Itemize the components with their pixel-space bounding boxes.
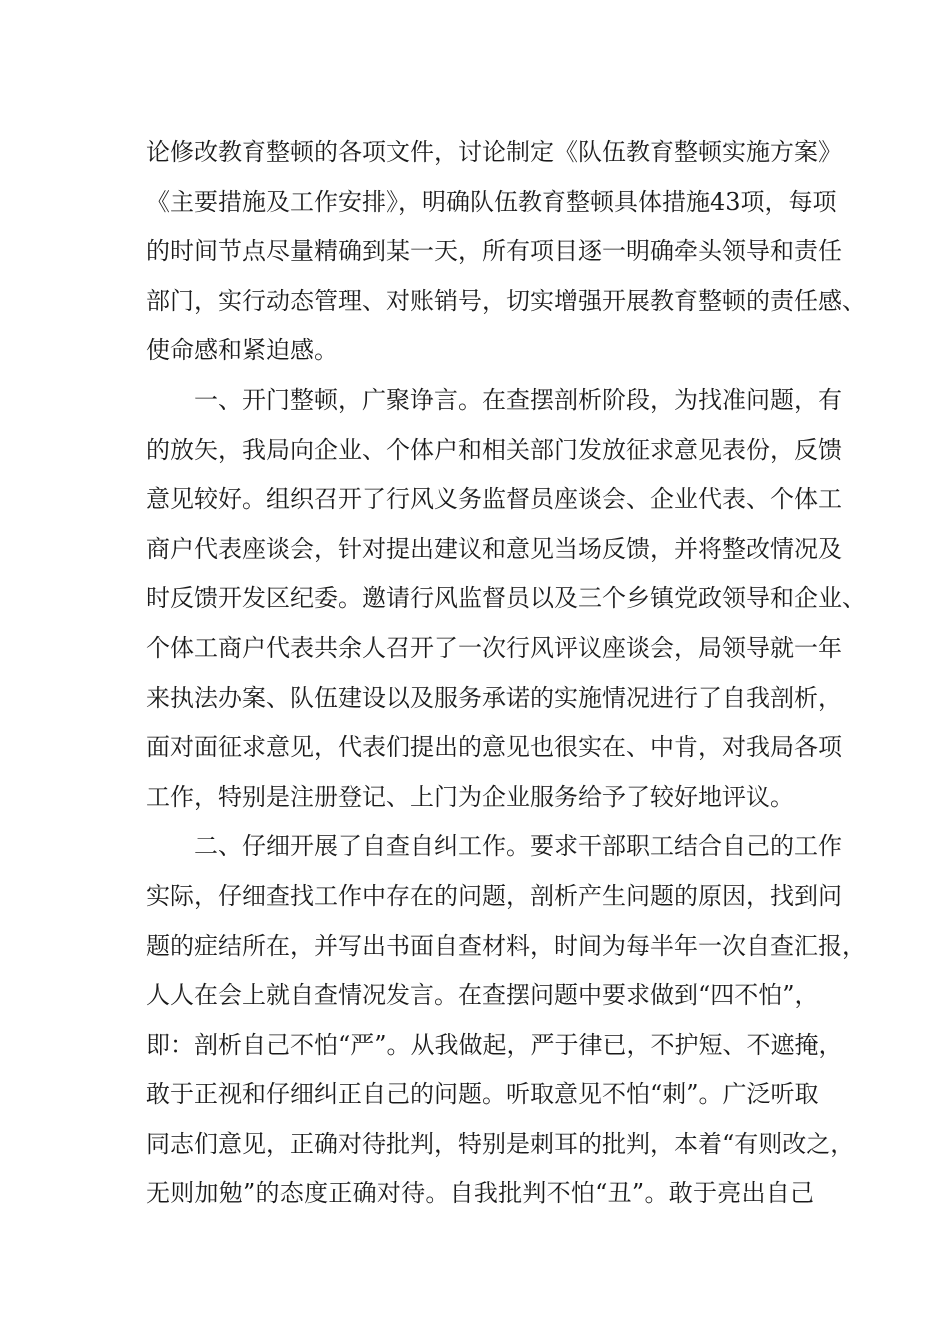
paragraph-3-line-5: 即：剖析自己不怕“严”。从我做起，严于律已，不护短、不遮掩， (146, 1030, 843, 1059)
paragraph-2-line-8: 面对面征求意见，代表们提出的意见也很实在、中肯，对我局各项 (146, 733, 842, 762)
paragraph-3-line-7: 同志们意见，正确对待批判，特别是刺耳的批判，本着“有则改之， (146, 1129, 855, 1158)
paragraph-1-line-4: 部门，实行动态管理、对账销号，切实增强开展教育整顿的责任感、 (146, 286, 866, 315)
paragraph-2-line-6: 个体工商户代表共余人召开了一次行风评议座谈会，局领导就一年 (146, 633, 842, 662)
paragraph-1-line-2: 《主要措施及工作安排》，明确队伍教育整顿具体措施43项，每项 (146, 187, 837, 216)
paragraph-3-line-8: 无则加勉”的态度正确对待。自我批判不怕“丑”。敢于亮出自己 (146, 1179, 814, 1208)
paragraph-2-line-1: 一、开门整顿，广聚诤言。在查摆剖析阶段，为找准问题，有 (194, 385, 842, 414)
paragraph-2-line-7: 来执法办案、队伍建设以及服务承诺的实施情况进行了自我剖析， (146, 683, 842, 712)
paragraph-2-line-3: 意见较好。组织召开了行风义务监督员座谈会、企业代表、个体工 (146, 485, 842, 514)
paragraph-1-line-5: 使命感和紧迫感。 (146, 336, 338, 365)
paragraph-2-line-5: 时反馈开发区纪委。邀请行风监督员以及三个乡镇党政领导和企业、 (146, 584, 866, 613)
paragraph-2-line-4: 商户代表座谈会，针对提出建议和意见当场反馈，并将整改情况及 (146, 534, 842, 563)
paragraph-3-line-2: 实际，仔细查找工作中存在的问题，剖析产生问题的原因，找到问 (146, 881, 842, 910)
paragraph-2-line-9: 工作，特别是注册登记、上门为企业服务给予了较好地评议。 (146, 782, 794, 811)
paragraph-3-line-3: 题的症结所在，并写出书面自查材料，时间为每半年一次自查汇报， (146, 931, 866, 960)
paragraph-3-line-1: 二、仔细开展了自查自纠工作。要求干部职工结合自己的工作 (194, 832, 842, 861)
paragraph-3-line-4: 人人在会上就自查情况发言。在查摆问题中要求做到“四不怕”， (146, 981, 819, 1010)
paragraph-1-line-1: 论修改教育整顿的各项文件，讨论制定《队伍教育整顿实施方案》 (146, 138, 842, 166)
paragraph-3-line-6: 敢于正视和仔细纠正自己的问题。听取意见不怕“刺”。广泛听取 (146, 1080, 819, 1109)
document-body (146, 128, 866, 1219)
paragraph-1-line-3: 的时间节点尽量精确到某一天，所有项目逐一明确牵头领导和责任 (146, 237, 842, 266)
paragraph-2-line-2: 的放矢，我局向企业、个体户和相关部门发放征求意见表份，反馈 (146, 435, 842, 464)
